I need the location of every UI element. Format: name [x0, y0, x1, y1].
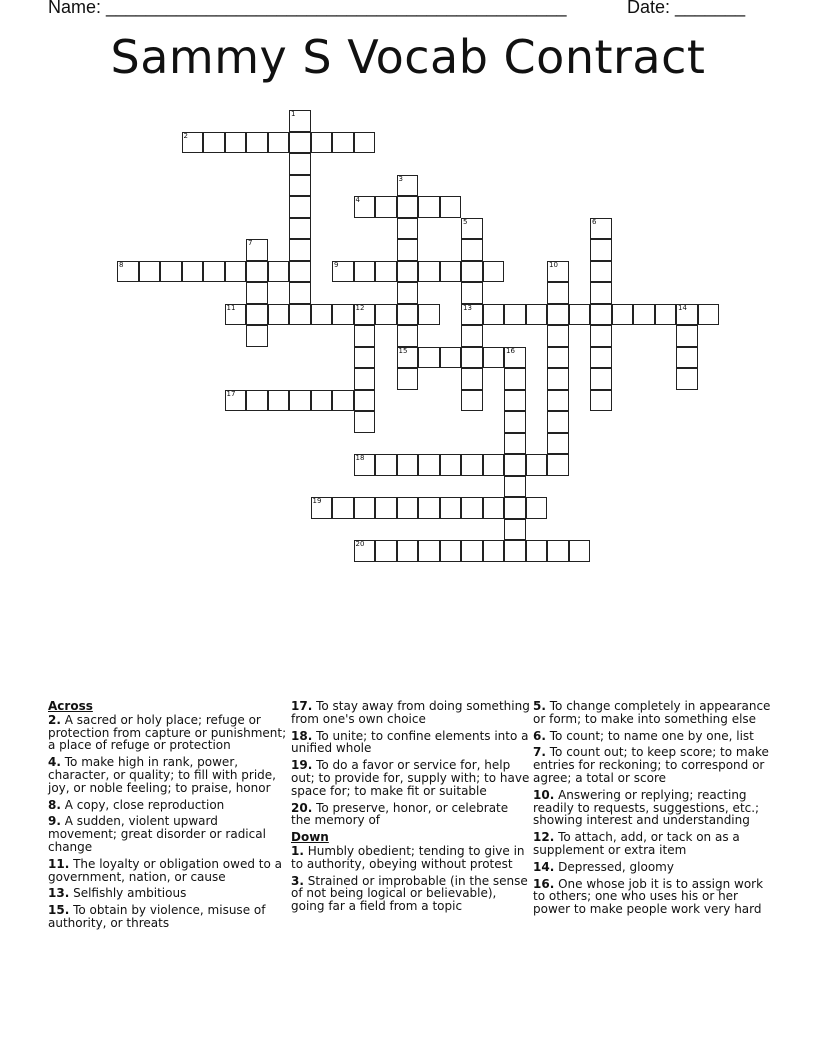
- crossword-cell[interactable]: [311, 497, 333, 519]
- crossword-cell[interactable]: [182, 261, 204, 283]
- crossword-cell[interactable]: [590, 239, 612, 261]
- across-heading: Across: [48, 699, 93, 713]
- crossword-cell[interactable]: [354, 347, 376, 369]
- crossword-cell[interactable]: [698, 304, 720, 326]
- crossword-cell[interactable]: [590, 347, 612, 369]
- date-line[interactable]: Date: _______: [627, 0, 746, 17]
- crossword-cell[interactable]: [203, 261, 225, 283]
- crossword-cell[interactable]: [225, 261, 247, 283]
- crossword-cell[interactable]: [289, 132, 311, 154]
- crossword-cell[interactable]: [160, 261, 182, 283]
- page-title: Sammy S Vocab Contract: [110, 30, 706, 84]
- crossword-cell[interactable]: [397, 497, 419, 519]
- cell-number: 9: [334, 260, 339, 269]
- clues-column-2: [291, 700, 531, 917]
- crossword-cell[interactable]: [547, 325, 569, 347]
- crossword-cell[interactable]: [504, 497, 526, 519]
- crossword-cell[interactable]: [655, 304, 677, 326]
- crossword-cell[interactable]: [268, 261, 290, 283]
- down-heading: Down: [291, 830, 329, 845]
- across-clue: 2. A sacred or holy place; refuge or protection from capture or punishment; a place of refuge or protection: [48, 712, 287, 753]
- across-clue: 15. To obtain by violence, misuse of authority, or threats: [48, 903, 266, 930]
- crossword-cell[interactable]: [461, 239, 483, 261]
- crossword-cell[interactable]: [354, 325, 376, 347]
- cell-number: 16: [506, 346, 515, 355]
- name-line[interactable]: Name: ______________________________________________: [48, 0, 567, 17]
- crossword-cell[interactable]: [461, 218, 483, 240]
- crossword-cell[interactable]: [461, 454, 483, 476]
- crossword-cell[interactable]: [440, 454, 462, 476]
- crossword-cell[interactable]: [375, 304, 397, 326]
- crossword-cell[interactable]: [504, 476, 526, 498]
- crossword-cell[interactable]: [354, 261, 376, 283]
- crossword-cell[interactable]: [397, 347, 419, 369]
- crossword-cell[interactable]: [397, 218, 419, 240]
- crossword-cell[interactable]: [440, 261, 462, 283]
- crossword-cell[interactable]: [547, 347, 569, 369]
- clues-column-3: [533, 700, 773, 920]
- crossword-cell[interactable]: [225, 132, 247, 154]
- crossword-cell[interactable]: [354, 196, 376, 218]
- crossword-cell[interactable]: [547, 261, 569, 283]
- down-clue: 5. To change completely in appearance or form; to make into something else: [533, 699, 771, 726]
- crossword-cell[interactable]: [547, 390, 569, 412]
- crossword-cell[interactable]: [418, 196, 440, 218]
- crossword-cell[interactable]: [289, 218, 311, 240]
- crossword-cell[interactable]: [547, 433, 569, 455]
- crossword-cell[interactable]: [397, 304, 419, 326]
- crossword-cell[interactable]: [246, 239, 268, 261]
- crossword-cell[interactable]: [332, 390, 354, 412]
- across-clue: 9. A sudden, violent upward movement; great disorder or radical change: [48, 814, 266, 854]
- crossword-cell[interactable]: [440, 196, 462, 218]
- crossword-cell[interactable]: [289, 175, 311, 197]
- crossword-cell[interactable]: [547, 304, 569, 326]
- crossword-cell[interactable]: [397, 540, 419, 562]
- crossword-cell[interactable]: [397, 175, 419, 197]
- crossword-cell[interactable]: [354, 390, 376, 412]
- crossword-cell[interactable]: [397, 454, 419, 476]
- across-clue: 4. To make high in rank, power, character, or quality; to fill with pride, joy, or noble feeling; to praise, honor: [48, 755, 276, 795]
- crossword-cell[interactable]: [547, 411, 569, 433]
- cell-number: 14: [678, 303, 687, 312]
- crossword-cell[interactable]: [375, 540, 397, 562]
- crossword-cell[interactable]: [590, 282, 612, 304]
- crossword-cell[interactable]: [182, 132, 204, 154]
- crossword-cell[interactable]: [526, 540, 548, 562]
- crossword-cell[interactable]: [289, 153, 311, 175]
- crossword-cell[interactable]: [504, 304, 526, 326]
- cell-number: 13: [463, 303, 472, 312]
- crossword-cell[interactable]: [246, 304, 268, 326]
- crossword-cell[interactable]: [461, 261, 483, 283]
- crossword-cell[interactable]: [375, 261, 397, 283]
- crossword-cell[interactable]: [225, 304, 247, 326]
- crossword-cell[interactable]: [461, 325, 483, 347]
- crossword-cell[interactable]: [504, 519, 526, 541]
- crossword-cell[interactable]: [268, 304, 290, 326]
- crossword-cell[interactable]: [311, 304, 333, 326]
- crossword-cell[interactable]: [526, 497, 548, 519]
- across-clue: 20. To preserve, honor, or celebrate the memory of: [291, 800, 509, 828]
- crossword-cell[interactable]: [676, 368, 698, 390]
- cell-number: 8: [119, 260, 124, 269]
- down-clue: 7. To count out; to keep score; to make entries for reckoning; to correspond or agree; a total or score: [533, 745, 769, 785]
- cell-number: 7: [248, 239, 253, 247]
- crossword-cell[interactable]: [418, 261, 440, 283]
- across-clue: 8. A copy, close reproduction: [48, 797, 225, 812]
- crossword-cell[interactable]: [289, 282, 311, 304]
- down-clue: 16. One whose job it is to assign work to others; one who uses his or her power to make people work very hard: [533, 876, 764, 917]
- crossword-cell[interactable]: [418, 540, 440, 562]
- crossword-cell[interactable]: [246, 390, 268, 412]
- crossword-cell[interactable]: [397, 325, 419, 347]
- down-clue: 1. Humbly obedient; tending to give in to authority, obeying without protest: [291, 843, 525, 871]
- crossword-cell[interactable]: [569, 540, 591, 562]
- down-clue: 12. To attach, add, or tack on as a supplement or extra item: [533, 830, 740, 857]
- crossword-cell[interactable]: [268, 390, 290, 412]
- clues-column-1: [48, 700, 288, 934]
- crossword-cell[interactable]: [461, 390, 483, 412]
- crossword-cell[interactable]: [504, 347, 526, 369]
- crossword-cell[interactable]: [332, 497, 354, 519]
- cell-number: 19: [312, 497, 322, 505]
- crossword-cell[interactable]: [332, 132, 354, 154]
- down-clue: 6. To count; to name one by one, list: [533, 728, 754, 743]
- crossword-cell[interactable]: [483, 540, 505, 562]
- cell-number: 3: [398, 174, 403, 183]
- across-clue: 13. Selfishly ambitious: [48, 886, 187, 901]
- across-clue: 11. The loyalty or obligation owed to a government, nation, or cause: [48, 856, 282, 884]
- crossword-cell[interactable]: [418, 497, 440, 519]
- crossword-cell[interactable]: [139, 261, 161, 283]
- crossword-cell[interactable]: [483, 304, 505, 326]
- crossword-cell[interactable]: [440, 497, 462, 519]
- crossword-cell[interactable]: [289, 196, 311, 218]
- down-clue: 3. Strained or improbable (in the sense of not being logical or believable), going far a field from a topic: [291, 873, 528, 914]
- crossword-cell[interactable]: [526, 304, 548, 326]
- cell-number: 5: [463, 217, 468, 226]
- down-clue: 14. Depressed, gloomy: [533, 859, 674, 874]
- crossword-cell[interactable]: [461, 368, 483, 390]
- crossword-cell[interactable]: [483, 347, 505, 369]
- crossword-cell[interactable]: [461, 304, 483, 326]
- crossword-cell[interactable]: [418, 454, 440, 476]
- crossword-cell[interactable]: [418, 304, 440, 326]
- crossword-cell[interactable]: [311, 390, 333, 412]
- cell-number: 6: [592, 217, 597, 226]
- crossword-cell[interactable]: [483, 497, 505, 519]
- crossword-cell[interactable]: [203, 132, 225, 154]
- crossword-cell[interactable]: [504, 454, 526, 476]
- cell-number: 20: [355, 540, 365, 548]
- crossword-cell[interactable]: [375, 454, 397, 476]
- crossword-cell[interactable]: [526, 454, 548, 476]
- crossword-cell[interactable]: [375, 196, 397, 218]
- crossword-cell[interactable]: [461, 282, 483, 304]
- crossword-cell[interactable]: [483, 261, 505, 283]
- cell-number: 2: [183, 131, 188, 140]
- crossword-cell[interactable]: [397, 261, 419, 283]
- across-clue: 19. To do a favor or service for, help out; to provide for, supply with; to have space for; to make fit or suitable: [291, 758, 530, 798]
- crossword-cell[interactable]: [676, 304, 698, 326]
- crossword-cell[interactable]: [590, 304, 612, 326]
- crossword-cell[interactable]: [547, 368, 569, 390]
- crossword-cell[interactable]: [354, 540, 376, 562]
- crossword-cell[interactable]: [375, 497, 397, 519]
- crossword-cell[interactable]: [440, 347, 462, 369]
- crossword-cell[interactable]: [354, 497, 376, 519]
- crossword-cell[interactable]: [397, 368, 419, 390]
- crossword-cell[interactable]: [461, 497, 483, 519]
- crossword-cell[interactable]: [354, 132, 376, 154]
- crossword-cell[interactable]: [504, 368, 526, 390]
- crossword-cell[interactable]: [332, 304, 354, 326]
- crossword-cell[interactable]: [311, 132, 333, 154]
- down-clue: 10. Answering or replying; reacting readily to requests, suggestions, etc.; showing interest and understanding: [533, 787, 760, 828]
- crossword-cell[interactable]: [289, 110, 311, 132]
- cell-number: 15: [398, 346, 408, 355]
- crossword-cell[interactable]: [246, 261, 268, 283]
- cell-number: 10: [549, 260, 558, 269]
- crossword-cell[interactable]: [418, 347, 440, 369]
- crossword-cell[interactable]: [440, 540, 462, 562]
- crossword-cell[interactable]: [289, 390, 311, 412]
- crossword-cell[interactable]: [504, 540, 526, 562]
- crossword-cell[interactable]: [397, 239, 419, 261]
- crossword-cell[interactable]: [590, 218, 612, 240]
- crossword-cell[interactable]: [289, 261, 311, 283]
- crossword-cell[interactable]: [397, 196, 419, 218]
- crossword-cell[interactable]: [354, 454, 376, 476]
- crossword-cell[interactable]: [332, 261, 354, 283]
- crossword-cell[interactable]: [547, 454, 569, 476]
- cell-number: 18: [355, 454, 365, 462]
- crossword-cell[interactable]: [612, 304, 634, 326]
- cell-number: 11: [226, 303, 236, 312]
- crossword-cell[interactable]: [397, 282, 419, 304]
- crossword-cell[interactable]: [461, 540, 483, 562]
- crossword-cell[interactable]: [117, 261, 139, 283]
- crossword-cell[interactable]: [268, 132, 290, 154]
- crossword-cell[interactable]: [504, 411, 526, 433]
- across-clue: 17. To stay away from doing something from one's own choice: [291, 699, 530, 726]
- crossword-cell[interactable]: [246, 325, 268, 347]
- crossword-cell[interactable]: [590, 368, 612, 390]
- crossword-cell[interactable]: [676, 325, 698, 347]
- cell-number: 17: [226, 389, 236, 398]
- crossword-cell[interactable]: [246, 132, 268, 154]
- crossword-cell[interactable]: [461, 347, 483, 369]
- crossword-cell[interactable]: [246, 282, 268, 304]
- across-clue: 18. To unite; to confine elements into a unified whole: [291, 728, 529, 756]
- crossword-cell[interactable]: [483, 454, 505, 476]
- cell-number: 1: [291, 110, 296, 118]
- cell-number: 12: [355, 303, 365, 312]
- crossword-cell[interactable]: [590, 390, 612, 412]
- crossword-cell[interactable]: [547, 540, 569, 562]
- crossword-cell[interactable]: [354, 304, 376, 326]
- crossword-cell[interactable]: [569, 304, 591, 326]
- cell-number: 4: [355, 196, 360, 204]
- crossword-cell[interactable]: [547, 282, 569, 304]
- crossword-cell[interactable]: [354, 411, 376, 433]
- crossword-cell[interactable]: [225, 390, 247, 412]
- crossword-cell[interactable]: [590, 261, 612, 283]
- crossword-cell[interactable]: [633, 304, 655, 326]
- crossword-cell[interactable]: [354, 368, 376, 390]
- crossword-cell[interactable]: [676, 347, 698, 369]
- crossword-cell[interactable]: [289, 304, 311, 326]
- crossword-cell[interactable]: [504, 390, 526, 412]
- crossword-cell[interactable]: [289, 239, 311, 261]
- crossword-cell[interactable]: [590, 325, 612, 347]
- crossword-cell[interactable]: [504, 433, 526, 455]
